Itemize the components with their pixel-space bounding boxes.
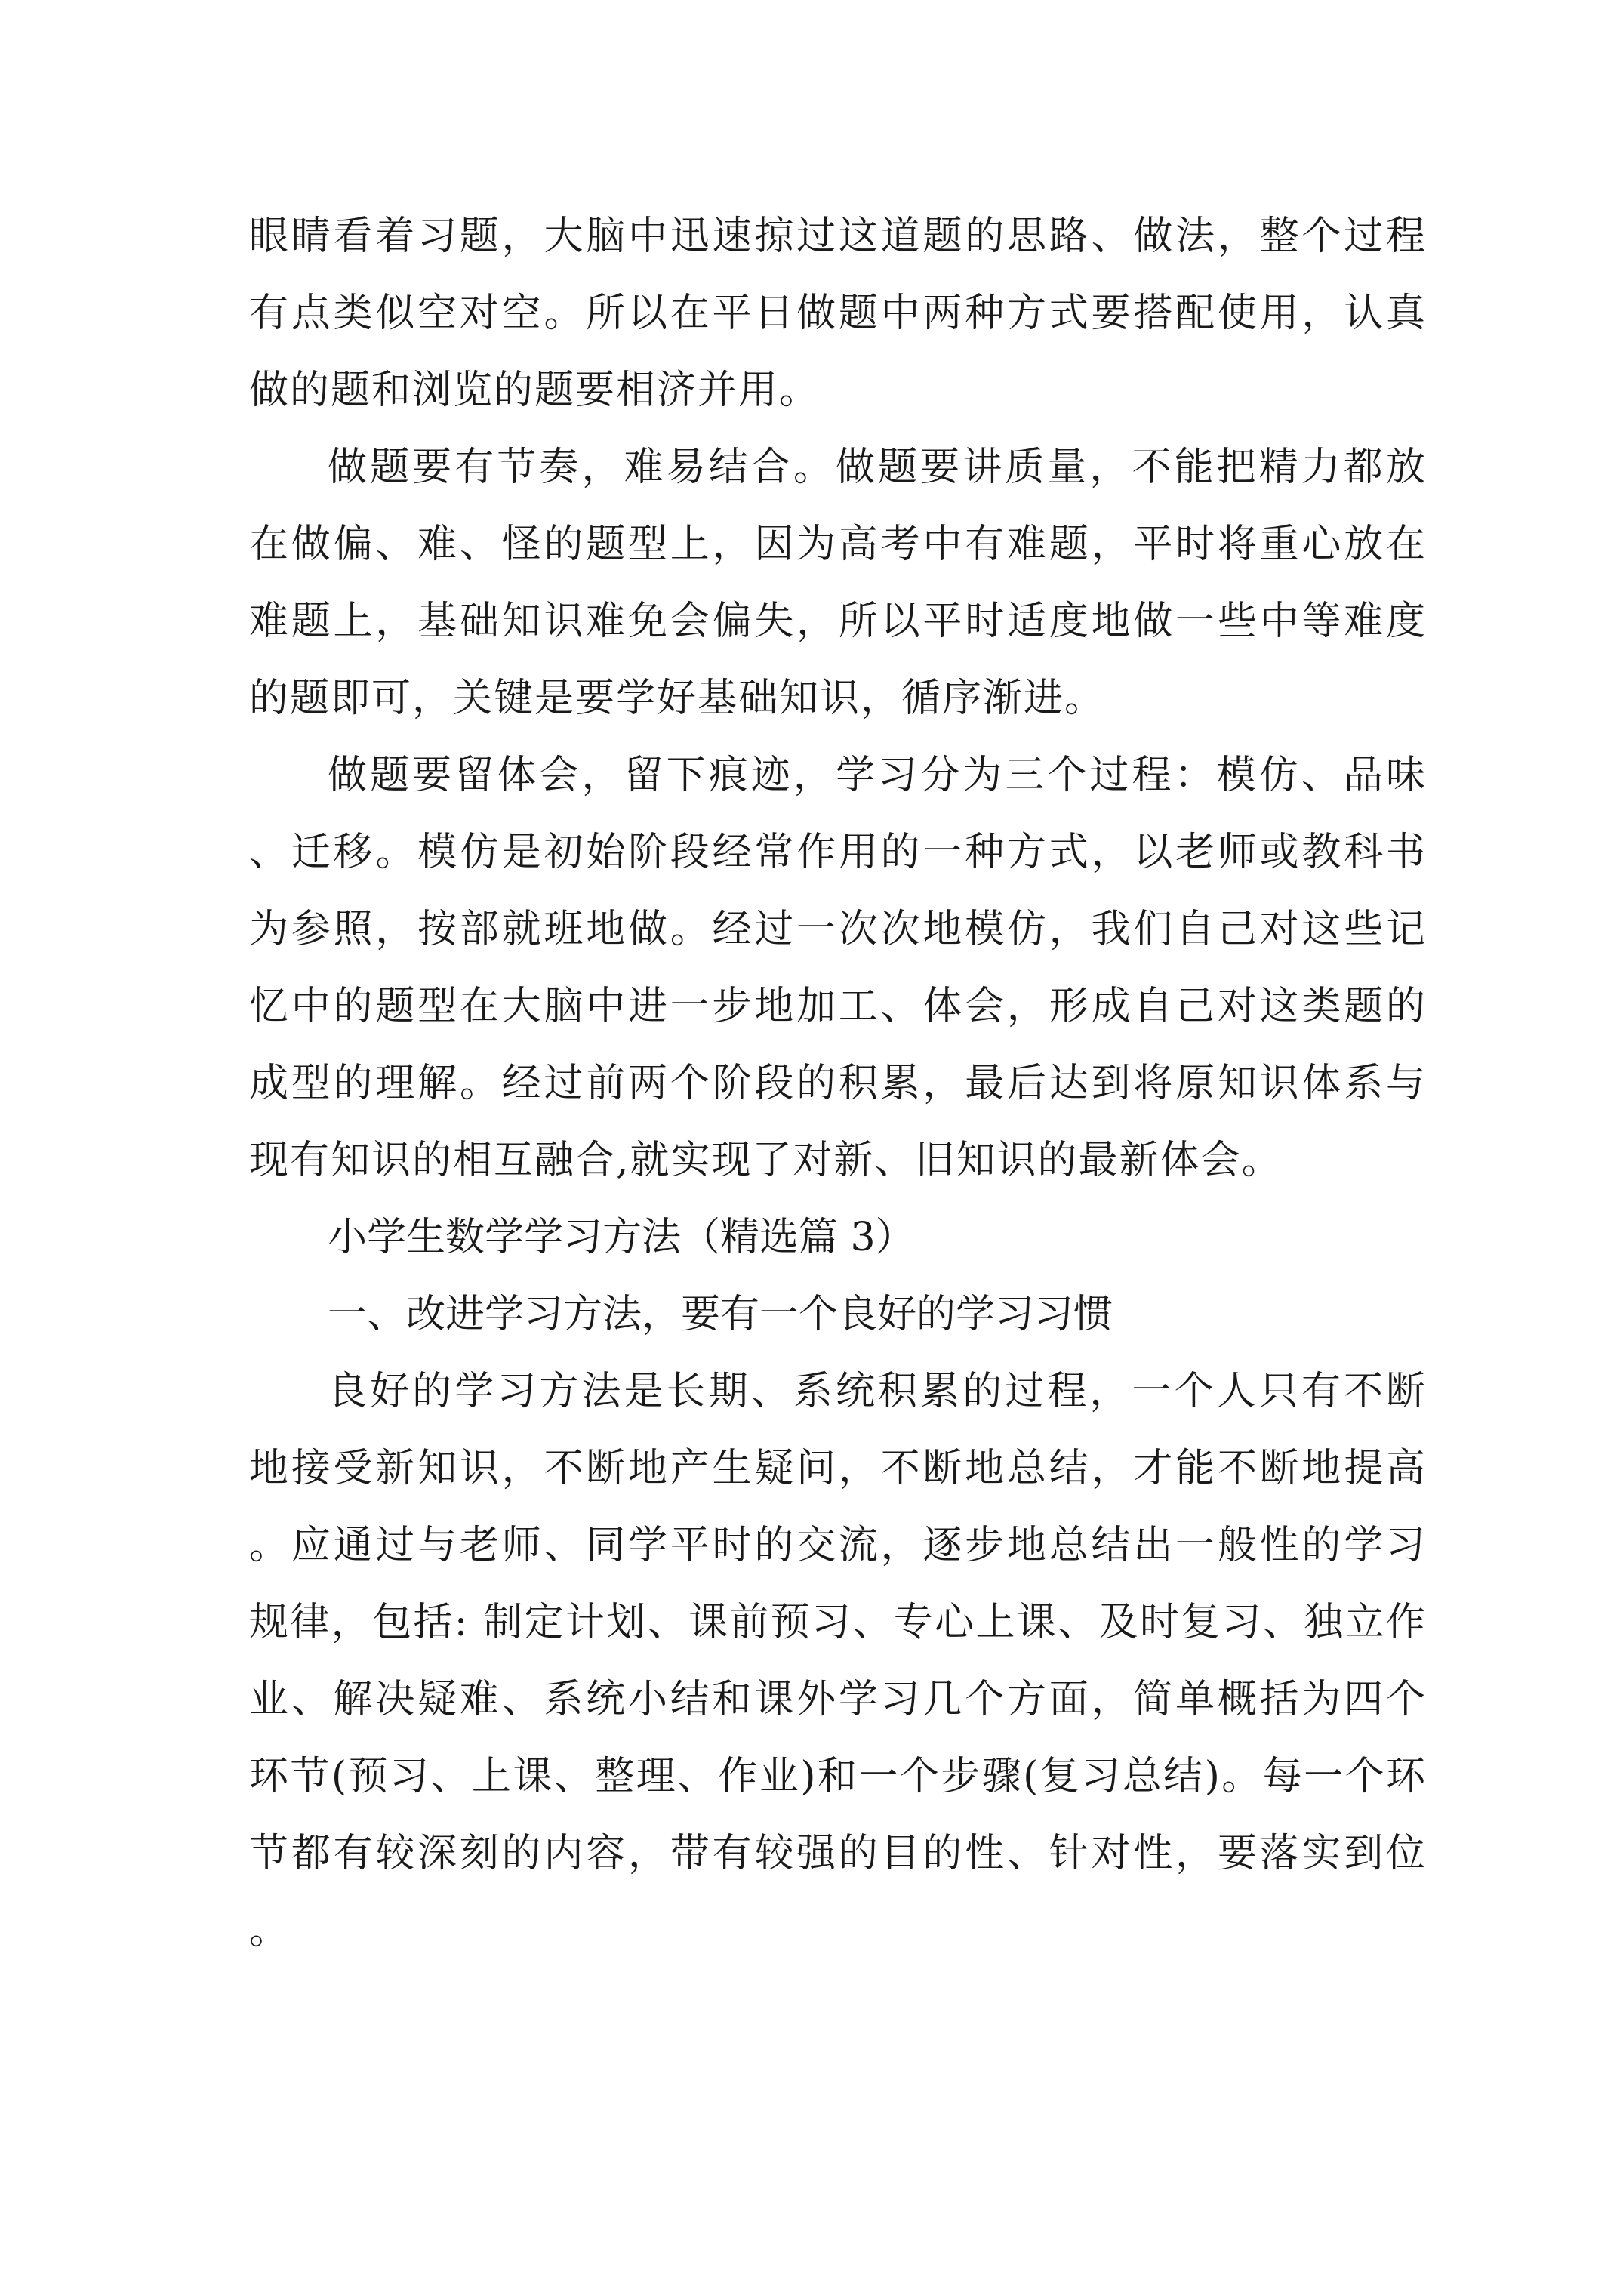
paragraph-study-habits: 良好的学习方法是长期、系统积累的过程，一个人只有不断地接受新知识，不断地产生疑问，不断地总结，才能不断地提高。应通过与老师、同学平时的交流，逐步地总结出一般性的学习规律，包括: 制定计划、课前预习、专心上课、及时复习、独立作业、解决疑难、系统小结和课外学习几个方面，简单概括为四个环节(预习、上课、整理、作业)和一个步骤(复习总结)。每一个环节都有较深刻的内容，带有较强的目的性、针对性，要落实到位。 bbox=[249, 1369, 1427, 1953]
section-title: 小学生数学学习方法（精选篇 3） bbox=[328, 1215, 915, 1260]
subsection-heading: 一、改进学习方法，要有一个良好的学习习惯 bbox=[328, 1292, 1113, 1337]
paragraph-practice-methods: 眼睛看着习题，大脑中迅速掠过这道题的思路、做法，整个过程有点类似空对空。所以在平日做题中两种方式要搭配使用，认真做的题和浏览的题要相济并用。 bbox=[249, 214, 1427, 413]
paragraph-rhythm: 做题要有节奏，难易结合。做题要讲质量，不能把精力都放在做偏、难、怪的题型上，因为高考中有难题，平时将重心放在难题上，基础知识难免会偏失，所以平时适度地做一些中等难度的题即可，关键是要学好基础知识，循序渐进。 bbox=[249, 445, 1427, 721]
document-body bbox=[249, 198, 1427, 1969]
paragraph-reflection: 做题要留体会，留下痕迹，学习分为三个过程：模仿、品味、迁移。模仿是初始阶段经常作用的一种方式，以老师或教科书为参照，按部就班地做。经过一次次地模仿，我们自己对这些记忆中的题型在大脑中进一步地加工、体会，形成自己对这类题的成型的理解。经过前两个阶段的积累，最后达到将原知识体系与现有知识的相互融合,就实现了对新、旧知识的最新体会。 bbox=[249, 753, 1427, 1183]
